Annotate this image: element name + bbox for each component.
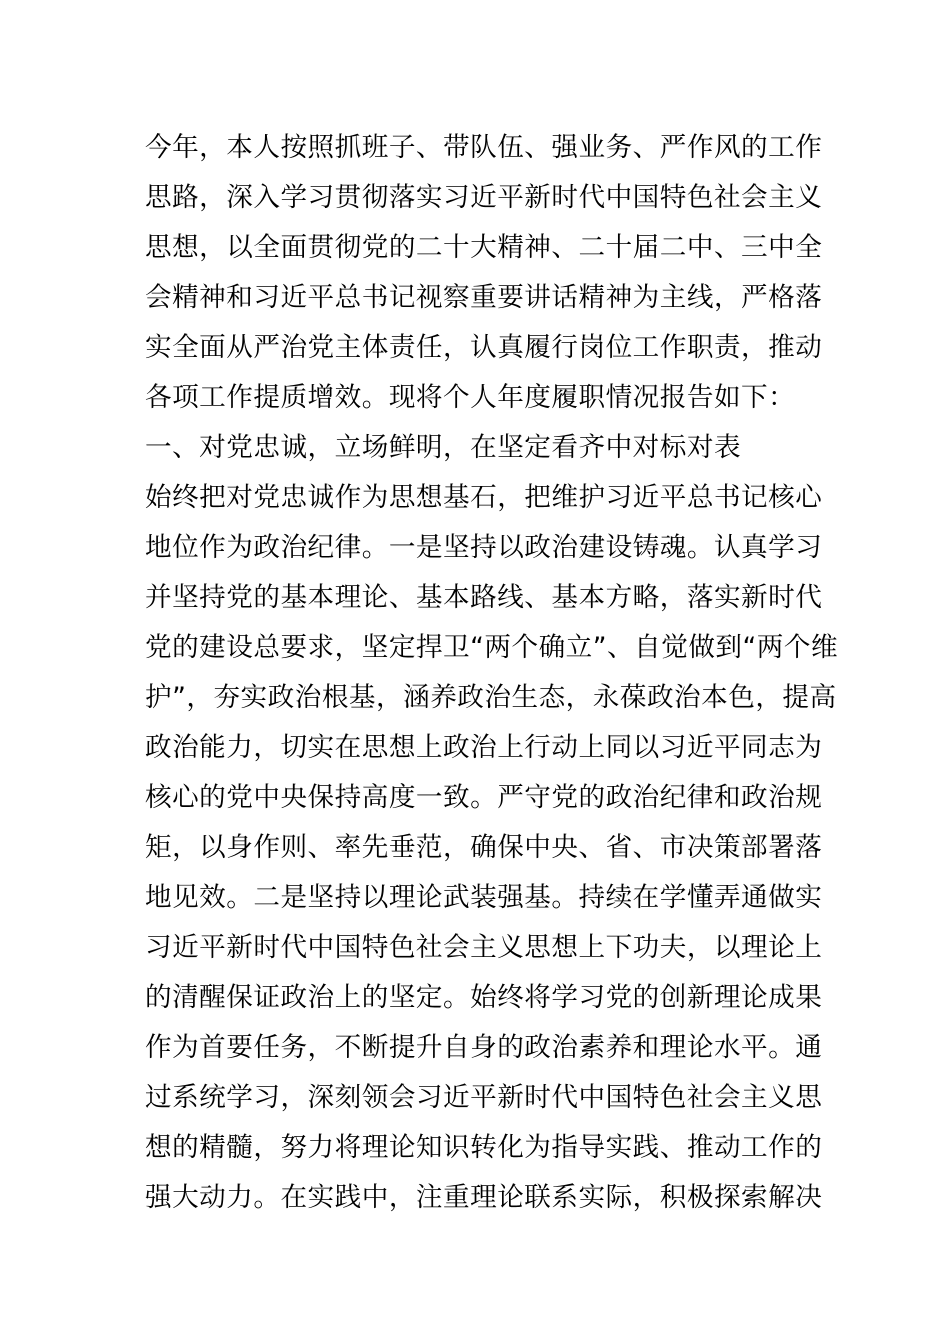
text-line: 护”，夯实政治根基，涵养政治生态，永葆政治本色，提高 xyxy=(145,682,837,713)
text-line: 想的精髓，努力将理论知识转化为指导实践、推动工作的 xyxy=(145,1132,823,1163)
text-line: 地见效。二是坚持以理论武装强基。持续在学懂弄通做实 xyxy=(145,882,823,913)
text-line: 强大动力。在实践中，注重理论联系实际，积极探索解决 xyxy=(145,1182,823,1213)
text-line: 过系统学习，深刻领会习近平新时代中国特色社会主义思 xyxy=(145,1082,823,1113)
text-line: 始终把对党忠诚作为思想基石，把维护习近平总书记核心 xyxy=(145,482,823,513)
text-line: 习近平新时代中国特色社会主义思想上下功夫，以理论上 xyxy=(145,932,823,963)
section-heading: 一、对党忠诚，立场鲜明，在坚定看齐中对标对表 xyxy=(145,432,742,463)
text-line: 思路，深入学习贯彻落实习近平新时代中国特色社会主义 xyxy=(145,182,823,213)
text-line: 政治能力，切实在思想上政治上行动上同以习近平同志为 xyxy=(145,732,823,763)
text-line: 矩，以身作则、率先垂范，确保中央、省、市决策部署落 xyxy=(145,832,823,863)
text-line: 党的建设总要求，坚定捍卫“两个确立”、自觉做到“两个维 xyxy=(145,632,839,663)
text-line: 核心的党中央保持高度一致。严守党的政治纪律和政治规 xyxy=(145,782,823,813)
text-line: 思想，以全面贯彻党的二十大精神、二十届二中、三中全 xyxy=(145,232,823,263)
text-line: 的清醒保证政治上的坚定。始终将学习党的创新理论成果 xyxy=(145,982,823,1013)
text-line: 并坚持党的基本理论、基本路线、基本方略，落实新时代 xyxy=(145,582,823,613)
text-line: 会精神和习近平总书记视察重要讲话精神为主线，严格落 xyxy=(145,282,823,313)
text-line: 地位作为政治纪律。一是坚持以政治建设铸魂。认真学习 xyxy=(145,532,823,563)
text-line: 今年，本人按照抓班子、带队伍、强业务、严作风的工作 xyxy=(145,132,823,163)
text-line: 各项工作提质增效。现将个人年度履职情况报告如下： xyxy=(145,382,796,413)
text-line: 实全面从严治党主体责任，认真履行岗位工作职责，推动 xyxy=(145,332,823,363)
text-line: 作为首要任务，不断提升自身的政治素养和理论水平。通 xyxy=(145,1032,823,1063)
